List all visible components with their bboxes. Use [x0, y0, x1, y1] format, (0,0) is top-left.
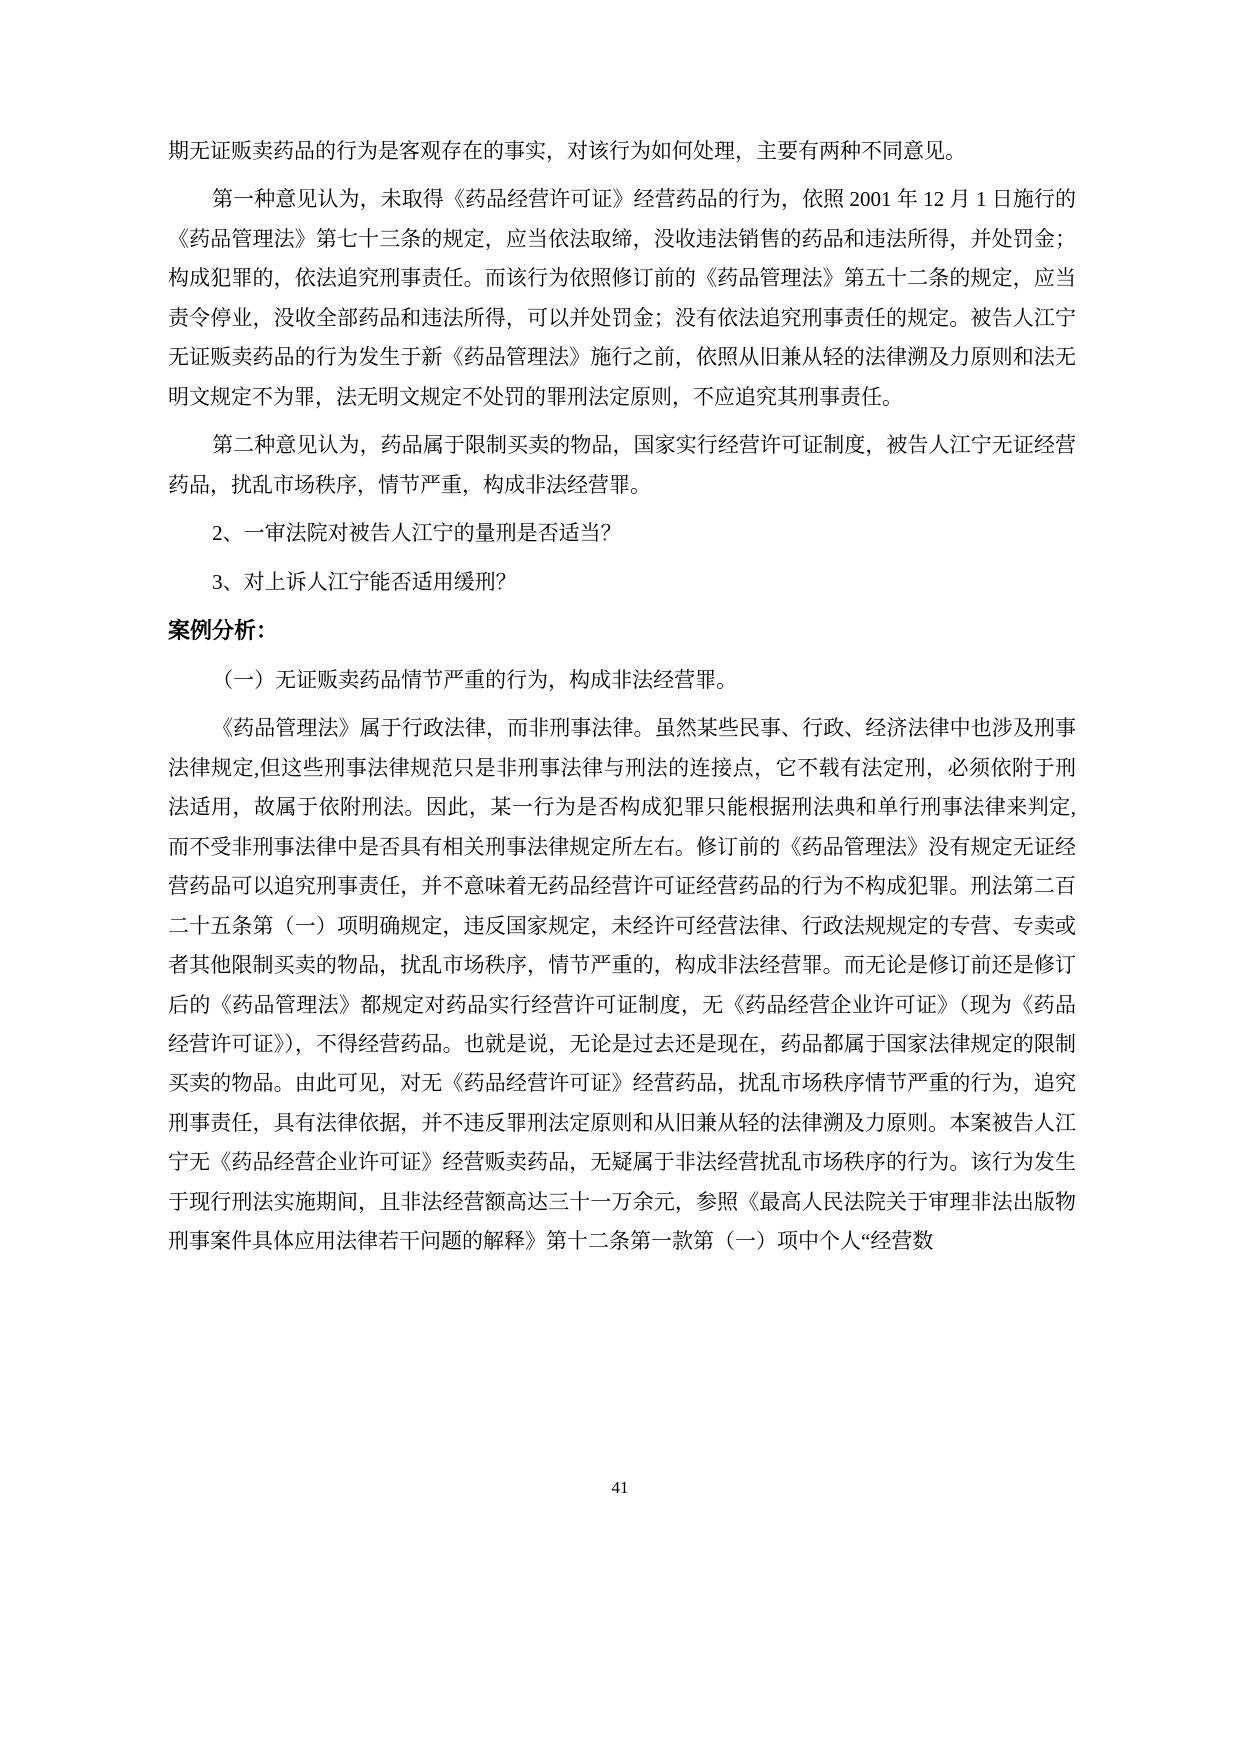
paragraph-second-opinion: 第二种意见认为，药品属于限制买卖的物品，国家实行经营许可证制度，被告人江宁无证经营药品，扰乱市场秩序，情节严重，构成非法经营罪。 — [168, 433, 1076, 497]
paragraph-analysis-body: 《药品管理法》属于行政法律，而非刑事法律。虽然某些民事、行政、经济法律中也涉及刑事法律规定,但这些刑事法律规范只是非刑事法律与刑法的连接点，它不载有法定刑，必须依附于刑法适用，故属于依附刑法。因此，某一行为是否构成犯罪只能根据刑法典和单行刑事法律来判定,而不受非刑事法律中是否具有相关刑事法律规定所左右。修订前的《药品管理法》没有规定无证经营药品可以追究刑事责任，并不意味着无药品经营许可证经营药品的行为不构成犯罪。刑法第二百二十五条第（一）项明确规定，违反国家规定，未经许可经营法律、行政法规规定的专营、专卖或者其他限制买卖的物品，扰乱市场秩序，情节严重的，构成非法经营罪。而无论是修订前还是修订后的《药品管理法》都规定对药品实行经营许可证制度，无《药品经营企业许可证》（现为《药品经营许可证》），不得经营药品。也就是说，无论是过去还是现在，药品都属于国家法律规定的限制买卖的物品。由此可见，对无《药品经营许可证》经营药品，扰乱市场秩序情节严重的行为，追究刑事责任，具有法律依据，并不违反罪刑法定原则和从旧兼从轻的法律溯及力原则。本案被告人江宁无《药品经营企业许可证》经营贩卖药品，无疑属于非法经营扰乱市场秩序的行为。该行为发生于现行刑法实施期间，且非法经营额高达三十一万余元，参照《最高人民法院关于审理非法出版物刑事案件具体应用法律若干问题的解释》第十二条第一款第（一）项中个人“经营数 — [168, 716, 1076, 1254]
paragraph-first-opinion: 第一种意见认为，未取得《药品经营许可证》经营药品的行为，依照 2001 年 12 月 1 日施行的《药品管理法》第七十三条的规定，应当依法取缔，没收违法销售的药品和违法所得，并处罚金；构成犯罪的，依法追究刑事责任。而该行为依照修订前的《药品管理法》第五十二条的规定，应当责令停业，没收全部药品和违法所得，可以并处罚金；没有依法追究刑事责任的规定。被告人江宁无证贩卖药品的行为发生于新《药品管理法》施行之前，依照从旧兼从轻的法律溯及力原则和法无明文规定不为罪，法无明文规定不处罚的罪刑法定原则，不应追究其刑事责任。 — [168, 187, 1076, 409]
document-body — [168, 132, 1076, 1271]
paragraph-analysis-point-1: （一）无证贩卖药品情节严重的行为，构成非法经营罪。 — [212, 667, 738, 692]
paragraph-question-2: 2、一审法院对被告人江宁的量刑是否适当？ — [212, 521, 622, 546]
section-heading-case-analysis: 案例分析： — [168, 618, 279, 644]
page-number: 41 — [611, 1478, 629, 1497]
paragraph-question-3: 3、对上诉人江宁能否适用缓刑？ — [212, 569, 517, 594]
paragraph-intro-continuation: 期无证贩卖药品的行为是客观存在的事实，对该行为如何处理，主要有两种不同意见。 — [168, 139, 966, 163]
